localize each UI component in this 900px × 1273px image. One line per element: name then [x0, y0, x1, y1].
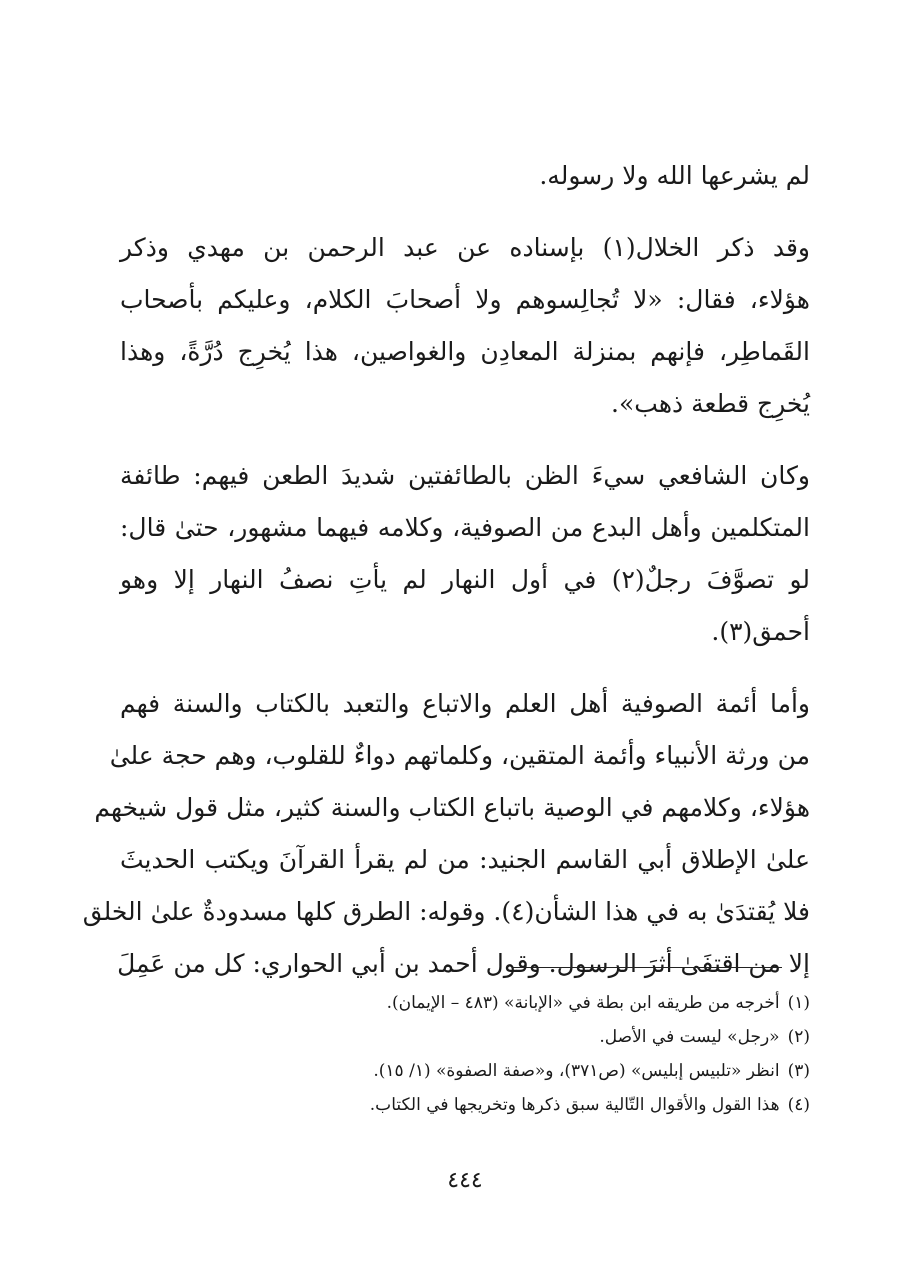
text-line: من ورثة الأنبياء وأئمة المتقين، وكلماتهم دواءٌ للقلوب، وهم حجة علىٰ [109, 741, 810, 770]
text-line: هؤلاء، وكلامهم في الوصية باتباع الكتاب والسنة كثير، مثل قول شيخهم [94, 793, 810, 822]
text-line: وقد ذكر الخلال(١) بإسناده عن عبد الرحمن بن مهدي وذكر [120, 233, 811, 262]
footnotes [120, 986, 810, 1122]
text-line: فلا يُقتدَىٰ به في هذا الشأن(٤). وقوله: الطرق كلها مسدودةٌ علىٰ الخلق [82, 897, 810, 926]
text-line: يُخرِج قطعة ذهب». [611, 389, 810, 418]
text-line: وأما أئمة الصوفية أهل العلم والاتباع والتعبد بالكتاب والسنة فهم [120, 689, 810, 718]
text-line: أحمق(٣). [711, 617, 810, 646]
footnote [120, 986, 810, 1020]
main-text [82, 150, 811, 990]
footnote-text: انظر «تلبيس إبليس» (ص٣٧١)، و«صفة الصفوة» (١/ ١٥). [373, 1061, 780, 1081]
footnote [120, 1020, 810, 1054]
footnote [120, 1054, 810, 1088]
book-page [82, 0, 811, 1273]
text-line: علىٰ الإطلاق أبي القاسم الجنيد: من لم يقرأ القرآنَ ويكتب الحديثَ [120, 845, 810, 874]
footnote-text: أخرجه من طريقه ابن بطة في «الإبانة» (٤٨٣ – الإيمان). [386, 993, 780, 1013]
footnote-divider [512, 967, 782, 968]
footnote [120, 1088, 810, 1122]
footnote-number: (١) [787, 993, 810, 1013]
text-line: إلا من اقتفَىٰ أثرَ الرسول. وقول أحمد بن أبي الحواري: كل من عَمِلَ [117, 949, 810, 978]
page-number: ٤٤٤ [447, 1168, 483, 1193]
text-line: وكان الشافعي سيءَ الظن بالطائفتين شديدَ الطعن فيهم: طائفة [120, 461, 810, 490]
text-line: لم يشرعها الله ولا رسوله. [539, 161, 810, 190]
text-line: المتكلمين وأهل البدع من الصوفية، وكلامه فيهما مشهور، حتىٰ قال: [120, 513, 810, 542]
footnote-text: هذا القول والأقوال التّالية سبق ذكرها وتخريجها في الكتاب. [369, 1095, 780, 1115]
footnote-number: (٤) [787, 1095, 810, 1115]
footnote-text: «رجل» ليست في الأصل. [599, 1027, 780, 1047]
text-line: القَماطِر، فإنهم بمنزلة المعادِن والغواصين، هذا يُخرِج دُرَّةً، وهذا [120, 337, 810, 366]
text-line: هؤلاء، فقال: «لا تُجالِسوهم ولا أصحابَ الكلام، وعليكم بأصحاب [120, 285, 810, 314]
text-line: لو تصوَّفَ رجلٌ(٢) في أول النهار لم يأتِ نصفُ النهار إلا وهو [120, 565, 810, 594]
footnote-number: (٣) [787, 1061, 810, 1081]
footnote-number: (٢) [787, 1027, 810, 1047]
